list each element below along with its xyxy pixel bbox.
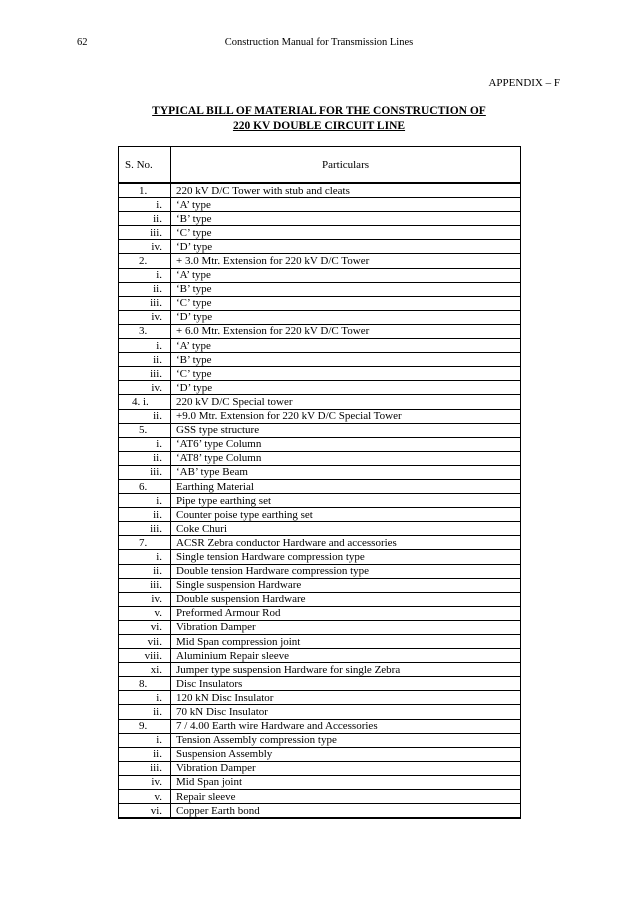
table-row: [119, 550, 521, 564]
table-row: [119, 212, 521, 226]
row-particulars: 120 kN Disc Insulator: [171, 691, 521, 705]
table-header-row: [119, 147, 521, 184]
document-title-line-2: 220 KV DOUBLE CIRCUIT LINE: [232, 120, 406, 132]
row-particulars: ‘D’ type: [171, 240, 521, 254]
row-particulars: ‘AT8’ type Column: [171, 451, 521, 465]
table-body: [119, 183, 521, 818]
row-particulars: GSS type structure: [171, 423, 521, 437]
document-title-line-1: TYPICAL BILL OF MATERIAL FOR THE CONSTRUCTION OF: [152, 105, 486, 117]
row-sno: iv.: [119, 240, 171, 254]
row-sno: ii.: [119, 747, 171, 761]
row-particulars: Single suspension Hardware: [171, 578, 521, 592]
row-particulars: ‘A’ type: [171, 198, 521, 212]
bill-of-material-table: [118, 146, 521, 819]
row-particulars: Vibration Damper: [171, 620, 521, 634]
row-particulars: ‘C’ type: [171, 367, 521, 381]
table-row: [119, 226, 521, 240]
header-sno: S. No.: [119, 147, 171, 184]
table-row: [119, 719, 521, 733]
table-row: [119, 790, 521, 804]
row-sno: iv.: [119, 310, 171, 324]
row-sno: i.: [119, 339, 171, 353]
table-row: [119, 240, 521, 254]
row-particulars: ‘D’ type: [171, 381, 521, 395]
document-title: [0, 104, 638, 134]
row-particulars: + 6.0 Mtr. Extension for 220 kV D/C Tower: [171, 324, 521, 338]
table-row: [119, 635, 521, 649]
table-row: [119, 268, 521, 282]
row-sno: vi.: [119, 804, 171, 819]
table-row: [119, 620, 521, 634]
row-sno: ii.: [119, 564, 171, 578]
table-row: [119, 508, 521, 522]
row-particulars: Preformed Armour Rod: [171, 606, 521, 620]
row-particulars: Repair sleeve: [171, 790, 521, 804]
header-particulars: Particulars: [171, 147, 521, 184]
row-particulars: 70 kN Disc Insulator: [171, 705, 521, 719]
row-sno: i.: [119, 691, 171, 705]
table-row: [119, 522, 521, 536]
row-particulars: Tension Assembly compression type: [171, 733, 521, 747]
table-row: [119, 663, 521, 677]
table-row: [119, 437, 521, 451]
row-particulars: ‘AT6’ type Column: [171, 437, 521, 451]
row-sno: 5.: [119, 423, 171, 437]
table-row: [119, 804, 521, 819]
row-sno: iii.: [119, 226, 171, 240]
row-sno: 2.: [119, 254, 171, 268]
row-sno: iii.: [119, 367, 171, 381]
row-particulars: 220 kV D/C Special tower: [171, 395, 521, 409]
table-row: [119, 536, 521, 550]
table-row: [119, 677, 521, 691]
table-row: [119, 339, 521, 353]
table-row: [119, 775, 521, 789]
table-row: [119, 183, 521, 198]
row-particulars: Vibration Damper: [171, 761, 521, 775]
row-particulars: Double suspension Hardware: [171, 592, 521, 606]
row-particulars: 7 / 4.00 Earth wire Hardware and Accessories: [171, 719, 521, 733]
row-sno: v.: [119, 790, 171, 804]
row-particulars: ‘AB’ type Beam: [171, 465, 521, 479]
table-row: [119, 578, 521, 592]
row-sno: 8.: [119, 677, 171, 691]
table-row: [119, 494, 521, 508]
table-row: [119, 691, 521, 705]
table-row: [119, 395, 521, 409]
row-sno: 4. i.: [119, 395, 171, 409]
row-particulars: 220 kV D/C Tower with stub and cleats: [171, 183, 521, 198]
table-row: [119, 310, 521, 324]
row-particulars: Suspension Assembly: [171, 747, 521, 761]
row-sno: vi.: [119, 620, 171, 634]
row-particulars: + 3.0 Mtr. Extension for 220 kV D/C Tower: [171, 254, 521, 268]
row-particulars: Copper Earth bond: [171, 804, 521, 819]
row-particulars: Jumper type suspension Hardware for single Zebra: [171, 663, 521, 677]
table-row: [119, 747, 521, 761]
table-row: [119, 423, 521, 437]
table-row: [119, 324, 521, 338]
row-sno: ii.: [119, 353, 171, 367]
row-particulars: ‘D’ type: [171, 310, 521, 324]
row-particulars: Coke Churi: [171, 522, 521, 536]
table-row: [119, 282, 521, 296]
row-sno: 9.: [119, 719, 171, 733]
row-sno: 1.: [119, 183, 171, 198]
row-sno: iv.: [119, 381, 171, 395]
row-sno: xi.: [119, 663, 171, 677]
row-sno: viii.: [119, 649, 171, 663]
row-sno: iii.: [119, 522, 171, 536]
row-particulars: ‘A’ type: [171, 339, 521, 353]
row-particulars: Earthing Material: [171, 479, 521, 493]
table-row: [119, 451, 521, 465]
page-header: [0, 37, 638, 51]
row-particulars: Single tension Hardware compression type: [171, 550, 521, 564]
page-number: 62: [77, 37, 88, 48]
row-sno: ii.: [119, 451, 171, 465]
table-row: [119, 649, 521, 663]
row-particulars: ‘B’ type: [171, 282, 521, 296]
row-particulars: +9.0 Mtr. Extension for 220 kV D/C Special Tower: [171, 409, 521, 423]
row-sno: i.: [119, 733, 171, 747]
row-sno: iv.: [119, 592, 171, 606]
row-sno: i.: [119, 198, 171, 212]
table-row: [119, 353, 521, 367]
row-sno: ii.: [119, 705, 171, 719]
row-particulars: ‘B’ type: [171, 212, 521, 226]
row-particulars: Pipe type earthing set: [171, 494, 521, 508]
row-sno: iv.: [119, 775, 171, 789]
row-sno: ii.: [119, 282, 171, 296]
row-particulars: ‘C’ type: [171, 226, 521, 240]
table-row: [119, 761, 521, 775]
row-particulars: ‘B’ type: [171, 353, 521, 367]
row-sno: iii.: [119, 465, 171, 479]
table-row: [119, 381, 521, 395]
row-sno: 3.: [119, 324, 171, 338]
row-sno: i.: [119, 550, 171, 564]
row-sno: iii.: [119, 578, 171, 592]
row-sno: vii.: [119, 635, 171, 649]
table-row: [119, 564, 521, 578]
row-sno: 7.: [119, 536, 171, 550]
row-particulars: Aluminium Repair sleeve: [171, 649, 521, 663]
table-row: [119, 479, 521, 493]
row-particulars: Mid Span joint: [171, 775, 521, 789]
row-sno: ii.: [119, 508, 171, 522]
row-sno: i.: [119, 494, 171, 508]
row-sno: i.: [119, 268, 171, 282]
table-row: [119, 296, 521, 310]
row-particulars: ‘A’ type: [171, 268, 521, 282]
row-sno: v.: [119, 606, 171, 620]
row-sno: ii.: [119, 212, 171, 226]
table-row: [119, 409, 521, 423]
row-sno: iii.: [119, 296, 171, 310]
row-particulars: Disc Insulators: [171, 677, 521, 691]
row-particulars: Mid Span compression joint: [171, 635, 521, 649]
row-sno: i.: [119, 437, 171, 451]
row-particulars: ‘C’ type: [171, 296, 521, 310]
table-row: [119, 254, 521, 268]
row-particulars: ACSR Zebra conductor Hardware and accessories: [171, 536, 521, 550]
row-sno: 6.: [119, 479, 171, 493]
row-sno: iii.: [119, 761, 171, 775]
row-particulars: Double tension Hardware compression type: [171, 564, 521, 578]
row-sno: ii.: [119, 409, 171, 423]
table-row: [119, 367, 521, 381]
table-row: [119, 198, 521, 212]
row-particulars: Counter poise type earthing set: [171, 508, 521, 522]
table-row: [119, 705, 521, 719]
table-row: [119, 465, 521, 479]
table-row: [119, 606, 521, 620]
running-title: Construction Manual for Transmission Lines: [224, 37, 414, 48]
table-row: [119, 733, 521, 747]
appendix-label: APPENDIX – F: [488, 77, 560, 89]
table-row: [119, 592, 521, 606]
